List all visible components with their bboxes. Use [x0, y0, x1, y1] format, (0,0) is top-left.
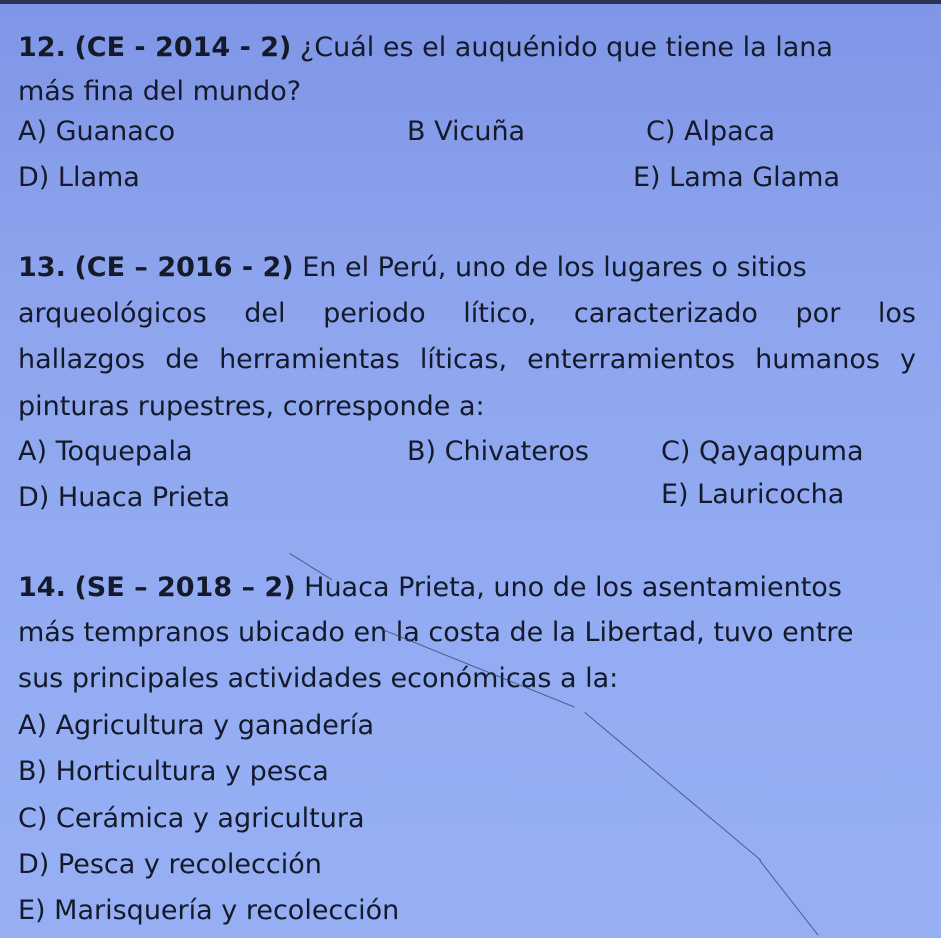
- question-12-line-1: [18, 34, 833, 61]
- question-13-code: (CE – 2016 - 2): [74, 252, 294, 283]
- question-14-option-c[interactable]: C) Cerámica y agricultura: [18, 803, 365, 834]
- question-14-line-1: [18, 574, 842, 601]
- question-13-option-e[interactable]: E) Lauricocha: [661, 479, 845, 510]
- question-13-text-2: arqueológicos del periodo lítico, caracterizado por los: [18, 298, 916, 329]
- question-13-number: 13.: [18, 252, 66, 283]
- question-13-option-b[interactable]: B) Chivateros: [407, 436, 589, 467]
- question-14-text-1: Huaca Prieta, uno de los asentamientos: [304, 572, 842, 603]
- question-12-option-a[interactable]: A) Guanaco: [18, 116, 176, 147]
- question-14-option-d[interactable]: D) Pesca y recolección: [18, 849, 322, 880]
- question-14-option-a[interactable]: A) Agricultura y ganadería: [18, 710, 374, 741]
- pencil-stroke-3: [584, 712, 761, 861]
- question-14-text-3: sus principales actividades económicas a la:: [18, 663, 619, 694]
- question-13-option-c[interactable]: C) Qayaqpuma: [661, 436, 864, 467]
- question-14-code: (SE – 2018 – 2): [74, 572, 296, 603]
- question-12-option-e[interactable]: E) Lama Glama: [633, 162, 841, 193]
- question-14-option-b[interactable]: B) Horticultura y pesca: [18, 756, 329, 787]
- pencil-stroke-4: [759, 860, 818, 935]
- question-14-number: 14.: [18, 572, 66, 603]
- question-12-option-b[interactable]: B Vicuña: [407, 116, 526, 147]
- question-12-text-1: ¿Cuál es el auquénido que tiene la lana: [299, 32, 833, 63]
- question-12-text-2: más fina del mundo?: [18, 76, 302, 107]
- page-top-edge: [0, 0, 941, 4]
- question-13-text-4: pinturas rupestres, corresponde a:: [18, 391, 485, 422]
- question-12-option-c[interactable]: C) Alpaca: [646, 116, 776, 147]
- question-13-text-1: En el Perú, uno de los lugares o sitios: [302, 252, 807, 283]
- question-14-option-e[interactable]: E) Marisquería y recolección: [18, 895, 400, 926]
- question-13-text-3: hallazgos de herramientas líticas, enterramientos humanos y: [18, 344, 916, 375]
- question-13-option-d[interactable]: D) Huaca Prieta: [18, 482, 230, 513]
- question-13-line-1: [18, 254, 807, 281]
- question-12-option-d[interactable]: D) Llama: [18, 162, 140, 193]
- question-12-code: (CE - 2014 - 2): [74, 32, 292, 63]
- question-14-text-2: más tempranos ubicado en la costa de la Libertad, tuvo entre: [18, 617, 854, 648]
- question-13-option-a[interactable]: A) Toquepala: [18, 436, 193, 467]
- question-12-number: 12.: [18, 32, 66, 63]
